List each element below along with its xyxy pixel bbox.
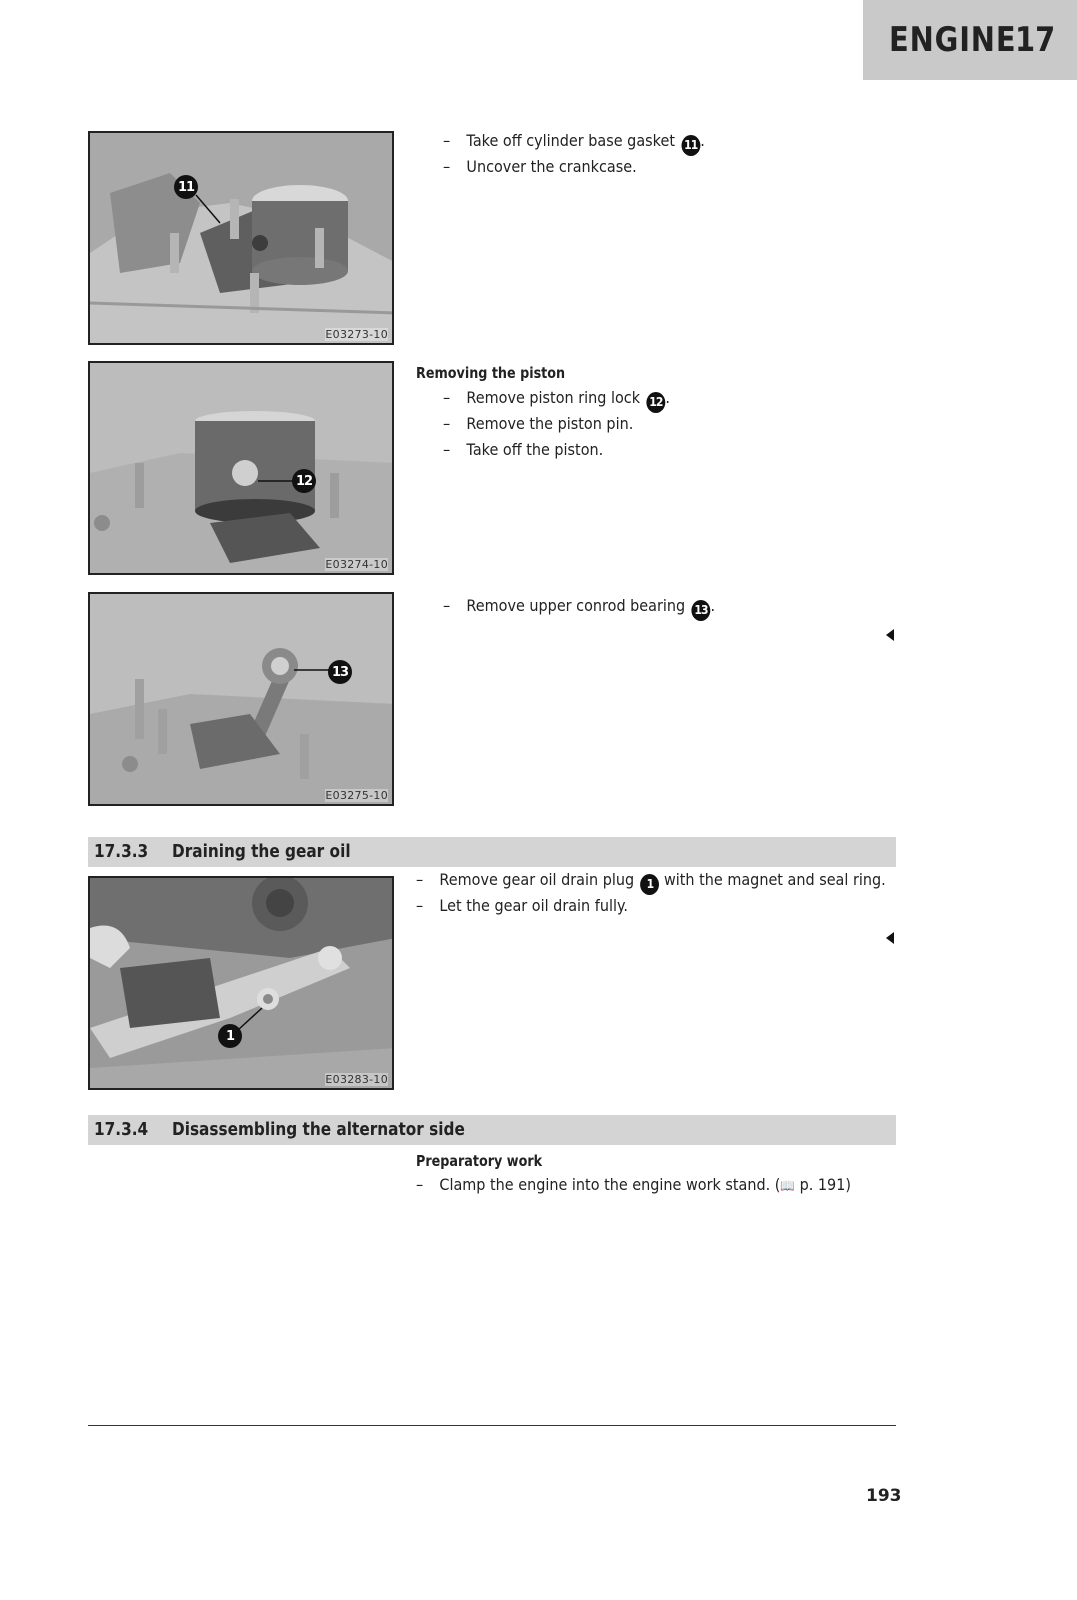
engine-photo-illustration — [90, 133, 394, 345]
step-take-off-gasket: – Take off cylinder base gasket 11 . — [443, 131, 705, 156]
callout-13-inline: 13 — [692, 600, 711, 621]
page-reference-link[interactable]: p. 191) — [799, 1175, 851, 1194]
section-heading-17-3-4 — [88, 1115, 896, 1145]
callout-12-inline: 12 — [646, 392, 665, 413]
chapter-number: 17 — [1015, 20, 1056, 60]
conrod-photo-illustration — [90, 594, 394, 806]
step-remove-drain-plug: – Remove gear oil drain plug 1 with the magnet and seal ring. — [416, 870, 886, 895]
figure-code: E03275-10 — [325, 789, 388, 802]
drain-plug-photo-illustration — [90, 878, 394, 1090]
step-clamp-engine: – Clamp the engine into the engine work stand. (📖 p. 191) — [416, 1175, 851, 1194]
figure-gear-oil-drain-plug — [88, 876, 394, 1090]
figure-cylinder-base-gasket — [88, 131, 394, 345]
section-heading-17-3-3 — [88, 837, 896, 867]
step-uncover-crankcase: – Uncover the crankcase. — [443, 157, 637, 176]
callout-13: 13 — [328, 660, 352, 684]
end-of-procedure-marker — [886, 629, 894, 641]
footer-divider — [88, 1425, 896, 1426]
step-drain-fully: – Let the gear oil drain fully. — [416, 896, 629, 915]
chapter-tab — [863, 0, 1077, 80]
end-of-procedure-marker — [886, 932, 894, 944]
callout-12: 12 — [292, 469, 316, 493]
step-remove-conrod-bearing: – Remove upper conrod bearing 13 . — [443, 596, 715, 621]
callout-1: 1 — [218, 1024, 242, 1048]
step-remove-piston-pin: – Remove the piston pin. — [443, 414, 634, 433]
callout-11: 11 — [174, 175, 198, 199]
book-icon: 📖 — [780, 1179, 795, 1194]
callout-11-inline: 11 — [681, 135, 700, 156]
step-remove-ring-lock: – Remove piston ring lock 12 . — [443, 388, 670, 413]
subheading-preparatory-work: Preparatory work — [416, 1152, 543, 1170]
figure-code: E03274-10 — [325, 558, 388, 571]
callout-1-inline: 1 — [641, 874, 660, 895]
section-title: Draining the gear oil — [172, 841, 351, 862]
chapter-name: ENGINE — [889, 20, 1017, 60]
figure-conrod-bearing — [88, 592, 394, 806]
section-number: 17.3.4 — [94, 1119, 149, 1140]
subheading-removing-piston: Removing the piston — [416, 364, 566, 382]
piston-photo-illustration — [90, 363, 394, 575]
figure-code: E03273-10 — [325, 328, 388, 341]
page-number: 193 — [866, 1486, 902, 1506]
section-number: 17.3.3 — [94, 841, 149, 862]
figure-code: E03283-10 — [325, 1073, 388, 1086]
figure-piston-ring-lock — [88, 361, 394, 575]
step-take-off-piston: – Take off the piston. — [443, 440, 604, 459]
section-title: Disassembling the alternator side — [172, 1119, 465, 1140]
